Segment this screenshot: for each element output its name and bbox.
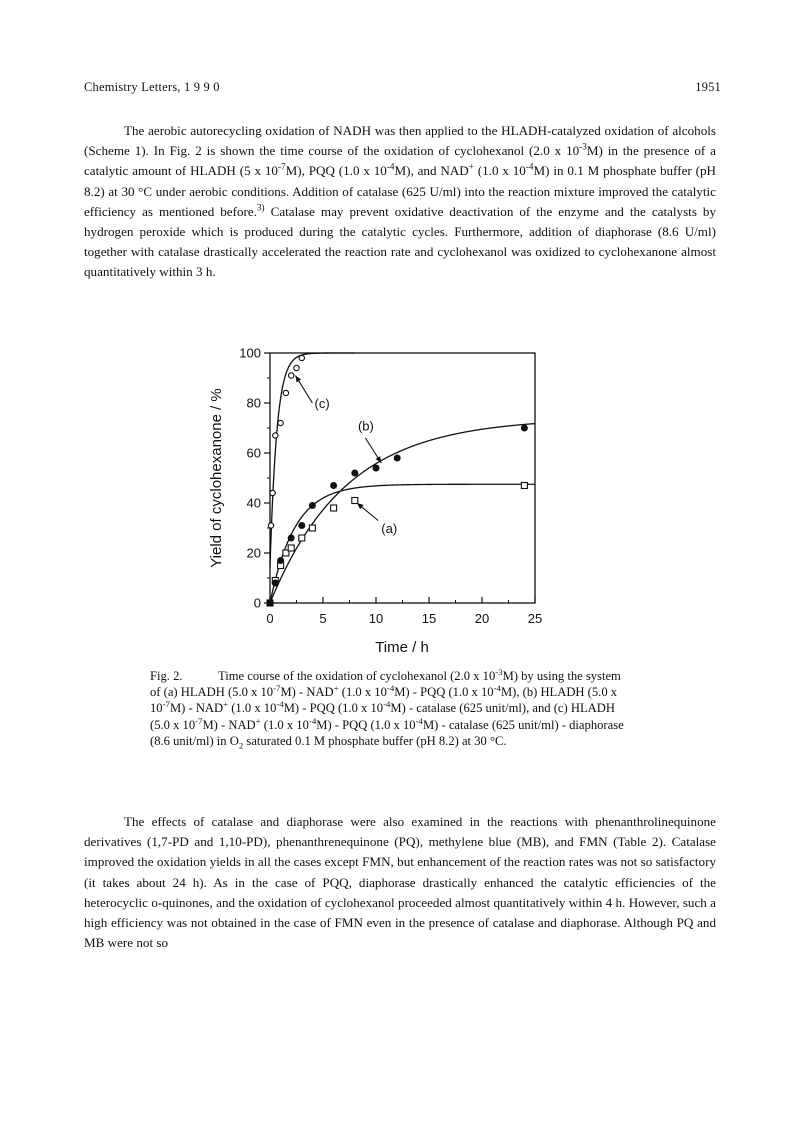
data-point-filled-circle: [267, 600, 273, 606]
x-tick-label: 0: [266, 611, 274, 626]
x-tick-label: 5: [319, 611, 327, 626]
annotation-label: (a): [381, 521, 398, 536]
data-point-filled-circle: [521, 425, 527, 431]
page-header: [84, 80, 721, 98]
x-tick-label: 25: [527, 611, 543, 626]
paragraph-2: The effects of catalase and diaphorase were also examined in the reactions with phenanthrolinequinone derivatives (1,7-PD and 1,10-PD), phenanthrenequinone (PQ), methylene blue (MB), and FMN (Table 2). Catalase improved the oxidation yields in all the cases except FMN, but enhancement of the reaction rates was not so satisfactory (it takes about 24 h). As in the case of PQQ, diaphorase drastically enhanced the catalytic efficiencies of the heterocyclic o-quinones, and the oxidation of cyclohexanol proceeded almost quantitatively within 4 h. However, such a high efficiency was not obtained in the case of FMN even in the presence of catalase and diaphorase. Although PQ and MB were not so: [84, 814, 716, 951]
y-tick-label: 60: [246, 445, 261, 461]
y-tick-label: 100: [239, 345, 261, 361]
annotation-label: (c): [314, 396, 330, 411]
paragraph-1: The aerobic autorecycling oxidation of NADH was then applied to the HLADH-catalyzed oxidation of alcohols (Scheme 1). In Fig. 2 is shown the time course of the oxidation of cyclohexanol (2.0 x $10^{-3}M$) in the presence of a catalytic amount of HLADH (5 x $10^{-7}M$), PQQ (1.0 x $10^{-4}M$), and NAD+ (1.0 x $10^{-4}M$) in 0.1 M phosphate buffer (pH 8.2) at 30 °C under aerobic conditions. Addition of catalase (625 U/ml) into the reaction mixture improved the catalytic efficiency as mentioned before.$^{3)}$ Catalase may prevent oxidative deactivation of the enzyme and the catalysts by hydrogen peroxide which is produced during the catalytic cycles. Furthermore, addition of diaphorase (8.6 U/ml) together with catalase drastically accelerated the reaction rate and cyclohexanol was oxidized to cyclohexanone almost quantitatively within 3 h.: [84, 123, 716, 280]
x-tick-label: 10: [368, 611, 384, 626]
data-point-filled-circle: [352, 470, 358, 476]
page-number: 1951: [695, 80, 721, 94]
data-point-open-circle: [294, 365, 299, 370]
annotations: [295, 376, 397, 537]
data-point-square: [288, 545, 294, 551]
x-tick-label: 15: [421, 611, 437, 626]
y-tick-label: 0: [253, 595, 261, 611]
data-point-square: [299, 535, 305, 541]
y-tick-label: 40: [246, 495, 261, 511]
data-point-open-circle: [278, 420, 283, 425]
data-point-open-circle: [268, 523, 273, 528]
series-curves: [270, 353, 535, 603]
data-point-filled-circle: [278, 558, 284, 564]
series-curve-1: [270, 484, 535, 603]
x-tick-label: 20: [474, 611, 490, 626]
figure-2-chart: [200, 340, 560, 660]
data-point-open-circle: [283, 390, 288, 395]
data-point-filled-circle: [309, 503, 315, 509]
data-point-filled-circle: [299, 523, 305, 529]
figure-label: Fig. 2.: [150, 669, 183, 683]
y-axis-label: Yield of cyclohexanone / %: [208, 388, 225, 568]
x-axis-label: Time / h: [375, 639, 429, 656]
series-curve-2: [270, 424, 535, 603]
data-point-square: [309, 525, 315, 531]
data-point-open-circle: [299, 355, 304, 360]
data-point-square: [331, 505, 337, 511]
data-point-open-circle: [289, 373, 294, 378]
arrow-head: [295, 376, 301, 383]
figure-caption: Fig. 2. Time course of the oxidation of cyclohexanol (2.0 x $10^{-3}M$) by using the system of (a) HLADH (5.0 x $10^{-7}M) - NAD^+$ (1.0 x $10^{-4}M$) - PQQ (1.0 x $10^{-4}M$), (b) HLADH (5.0 x $10^{-7}M) - NAD^+$ (1.0 x $10^{-4}M$) - PQQ (1.0 x $10^{-4}M$) - catalase (625 unit/ml), and (c) HLADH (5.0 x $10^{-7}M) - NAD^+$ (1.0 x $10^{-4}M$) - PQQ (1.0 x $10^{-4}M$) - catalase (625 unit/ml) - diaphorase (8.6 unit/ml) in $O_2$ saturated 0.1 M phosphate buffer (pH 8.2) at 30 °C.: [150, 666, 624, 751]
y-tick-label: 80: [246, 395, 261, 411]
data-point-open-circle: [273, 433, 278, 438]
data-point-open-circle: [270, 490, 275, 495]
series-curve-3: [270, 353, 355, 567]
data-point-square: [352, 498, 358, 504]
data-point-filled-circle: [394, 455, 400, 461]
data-point-filled-circle: [288, 535, 294, 541]
plot-frame: [270, 353, 535, 603]
data-point-square: [521, 483, 527, 489]
data-point-filled-circle: [373, 465, 379, 471]
data-point-filled-circle: [272, 580, 278, 586]
data-point-filled-circle: [331, 483, 337, 489]
journal-name: Chemistry Letters, 1 9 9 0: [84, 80, 220, 94]
y-tick-label: 20: [246, 545, 261, 561]
annotation-label: (b): [357, 418, 374, 434]
